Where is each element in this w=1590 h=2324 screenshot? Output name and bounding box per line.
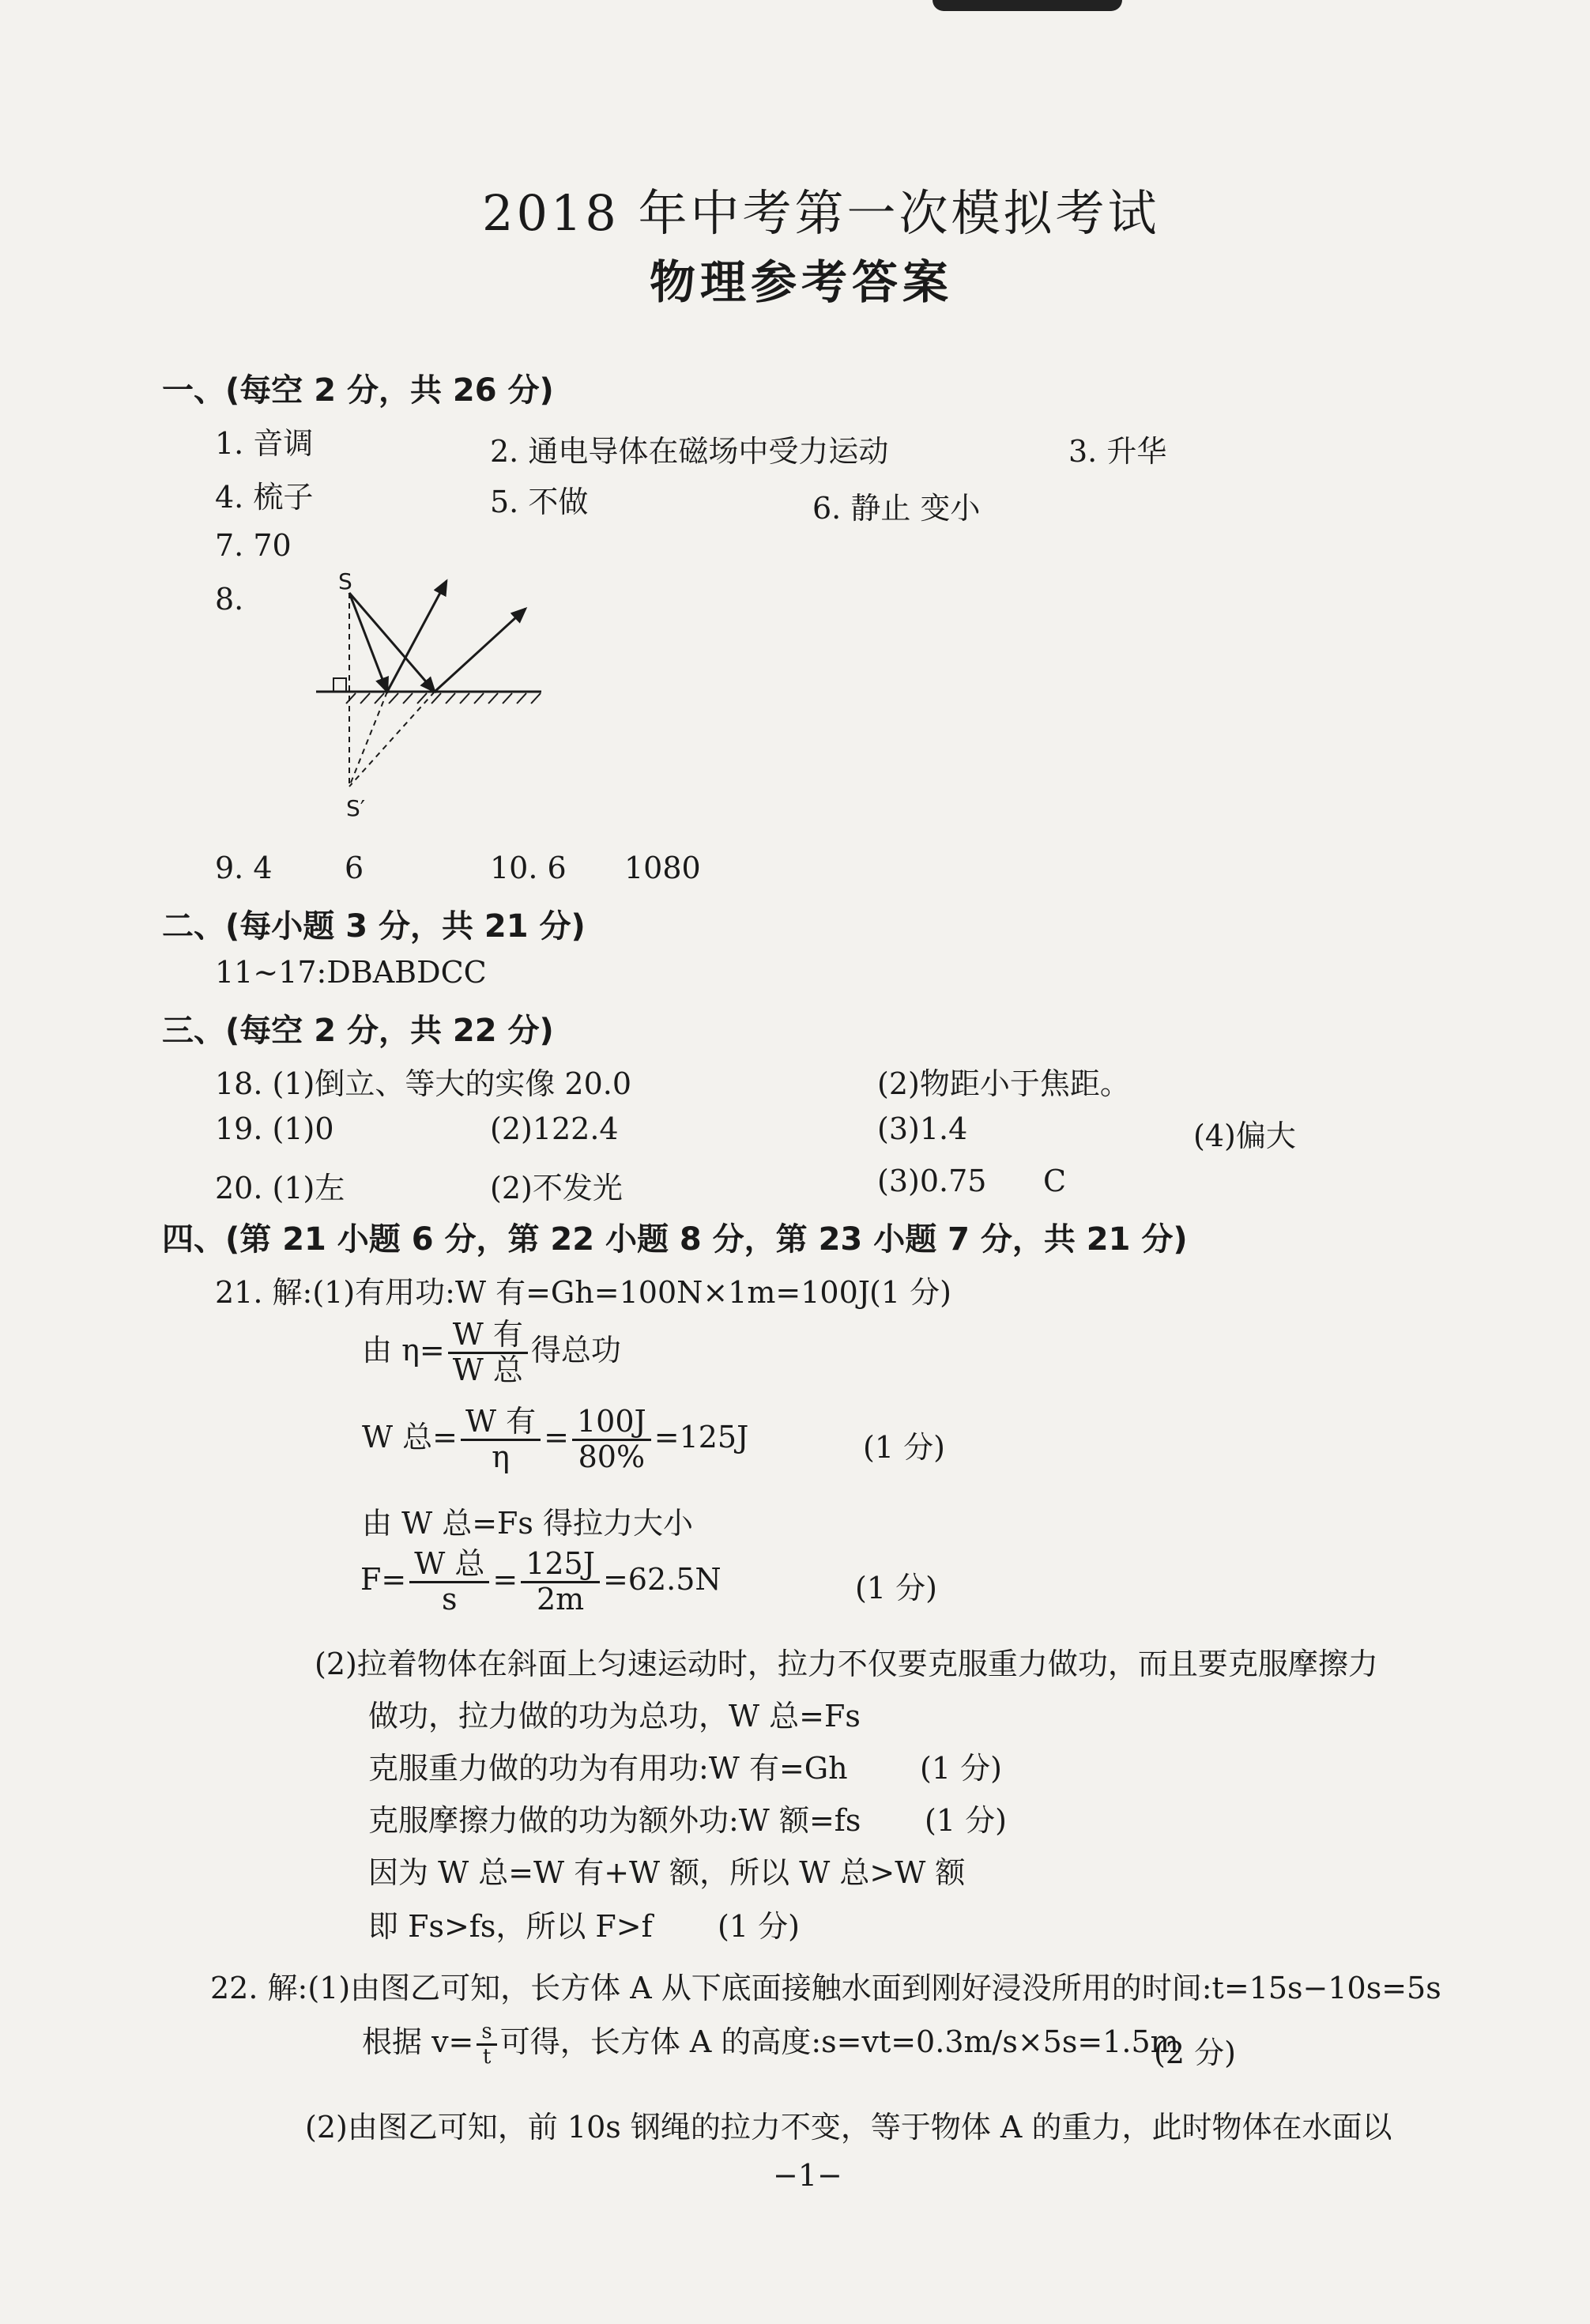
w-prefix: W 总= xyxy=(362,1419,458,1454)
incident-ray-1 xyxy=(349,593,387,692)
f-denominator-2: 2m xyxy=(536,1581,585,1617)
virtual-ray-2 xyxy=(349,692,435,787)
answers-11-17: 11~17:DBABDCC xyxy=(215,955,487,990)
answer-q19-part2: (2)122.4 xyxy=(490,1111,619,1146)
q21-force-statement: 由 W 总=Fs 得拉力大小 xyxy=(362,1506,694,1541)
mirror-reflection-diagram xyxy=(308,569,561,830)
section-1-heading: 一、(每空 2 分，共 26 分) xyxy=(162,372,554,409)
q21-score-3: (1 分) xyxy=(855,1571,937,1605)
w-numerator-2: 100J xyxy=(572,1405,651,1441)
section-4-heading: 四、(第 21 小题 6 分，第 22 小题 8 分，第 23 小题 7 分，共 21 分) xyxy=(162,1221,1188,1258)
w-denominator-2: 80% xyxy=(578,1439,646,1474)
f-prefix: F= xyxy=(360,1561,407,1597)
q22-line1: 22. 解:(1)由图乙可知，长方体 A 从下底面接触水面到刚好浸没所用的时间:t=15s−10s=5s xyxy=(210,1971,1441,2005)
label-image-s-prime: S′ xyxy=(346,795,366,821)
w-numerator-1: W 有 xyxy=(461,1405,541,1441)
answer-q3: 3. 升华 xyxy=(1068,434,1167,469)
page-number: −1− xyxy=(773,2158,842,2193)
answer-q1: 1. 音调 xyxy=(215,426,314,461)
q22-score-1: (2 分) xyxy=(1154,2035,1236,2070)
w-equals: = xyxy=(544,1419,569,1454)
q21-score-5: (1 分) xyxy=(925,1803,1007,1838)
answer-q20-part2: (2)不发光 xyxy=(490,1171,623,1205)
section-2-heading: 二、(每小题 3 分，共 21 分) xyxy=(162,908,586,945)
answer-q9-value: 6 xyxy=(345,851,364,885)
q21-part2-line5: 因为 W 总=W 有+W 额，所以 W 总>W 额 xyxy=(368,1855,966,1890)
w-suffix: =125J xyxy=(654,1419,749,1454)
answer-q6: 6. 静止 变小 xyxy=(812,491,981,526)
q21-force-formula xyxy=(360,1548,722,1617)
answer-q19-part3: (3)1.4 xyxy=(877,1111,968,1146)
q21-part2-line6: 即 Fs>fs，所以 F>f xyxy=(368,1909,653,1944)
answer-q5: 5. 不做 xyxy=(490,485,589,519)
scan-edge-mark xyxy=(933,0,1122,11)
f-suffix: =62.5N xyxy=(602,1561,722,1597)
eta-fraction xyxy=(448,1319,528,1387)
q21-part2-line4: 克服摩擦力做的功为额外功:W 额=fs xyxy=(368,1803,861,1838)
answer-q9-label: 9. 4 xyxy=(215,851,273,885)
f-fraction-2 xyxy=(521,1548,600,1617)
answer-q10-label: 10. 6 xyxy=(490,851,567,885)
answer-q4: 4. 梳子 xyxy=(215,480,314,515)
v-prefix: 根据 v= xyxy=(362,2024,474,2059)
w-fraction-2 xyxy=(572,1405,651,1474)
eta-suffix: 得总功 xyxy=(530,1332,621,1368)
w-denominator-1: η xyxy=(492,1439,510,1474)
f-denominator-1: s xyxy=(442,1581,458,1617)
q21-part2-line3: 克服重力做的功为有用功:W 有=Gh xyxy=(368,1751,848,1786)
q21-total-work-formula xyxy=(362,1405,748,1474)
label-source-s: S xyxy=(338,569,352,594)
answer-q8: 8. xyxy=(215,582,244,617)
v-fraction xyxy=(477,2020,496,2068)
answer-q7: 7. 70 xyxy=(215,528,292,563)
answer-q18-part2: (2)物距小于焦距。 xyxy=(877,1066,1130,1101)
incident-ray-2 xyxy=(349,593,435,692)
page-subtitle: 物理参考答案 xyxy=(650,255,954,309)
answer-q20-part3: (3)0.75 xyxy=(877,1164,987,1198)
right-angle-mark xyxy=(333,678,346,692)
q21-part2-line1: (2)拉着物体在斜面上匀速运动时，拉力不仅要克服重力做功，而且要克服摩擦力 xyxy=(315,1647,1378,1681)
q21-score-1: (1 分) xyxy=(869,1275,951,1310)
w-fraction-1 xyxy=(461,1405,541,1474)
reflected-ray-1 xyxy=(387,581,446,692)
q22-height-formula xyxy=(362,2017,1179,2069)
q21-efficiency-formula xyxy=(362,1319,621,1387)
page-title: 2018 年中考第一次模拟考试 xyxy=(482,184,1160,242)
f-numerator-1: W 总 xyxy=(409,1548,489,1583)
q21-part2-line2: 做功，拉力做的功为总功，W 总=Fs xyxy=(368,1699,861,1734)
mirror-hatching xyxy=(346,693,541,704)
q21-score-2: (1 分) xyxy=(863,1430,945,1465)
q21-useful-work: 21. 解:(1)有用功:W 有=Gh=100N×1m=100J xyxy=(215,1275,871,1310)
answer-q20-part1: 20. (1)左 xyxy=(215,1171,345,1205)
answer-q19-part1: 19. (1)0 xyxy=(215,1111,334,1146)
reflected-ray-2 xyxy=(435,609,526,692)
f-fraction-1 xyxy=(409,1548,489,1617)
q21-score-6: (1 分) xyxy=(718,1909,800,1944)
v-denominator: t xyxy=(482,2045,492,2069)
v-suffix: 可得，长方体 A 的高度:s=vt=0.3m/s×5s=1.5m xyxy=(499,2024,1179,2059)
q21-score-4: (1 分) xyxy=(920,1751,1002,1786)
v-numerator: s xyxy=(477,2020,496,2046)
answer-q2: 2. 通电导体在磁场中受力运动 xyxy=(490,434,889,469)
section-3-heading: 三、(每空 2 分，共 22 分) xyxy=(162,1013,554,1049)
f-numerator-2: 125J xyxy=(521,1548,600,1583)
answer-q20-part4: C xyxy=(1043,1164,1067,1198)
eta-denominator: W 总 xyxy=(452,1352,523,1387)
answer-q10-value: 1080 xyxy=(624,851,701,885)
eta-numerator: W 有 xyxy=(448,1319,528,1354)
q22-line3: (2)由图乙可知，前 10s 钢绳的拉力不变，等于物体 A 的重力，此时物体在水面以 xyxy=(305,2110,1392,2145)
f-equals: = xyxy=(492,1561,518,1597)
answer-q19-part4: (4)偏大 xyxy=(1193,1119,1296,1153)
answer-q18-part1: 18. (1)倒立、等大的实像 20.0 xyxy=(215,1066,632,1101)
virtual-ray-1 xyxy=(349,692,387,787)
eta-prefix: 由 η= xyxy=(362,1332,445,1368)
